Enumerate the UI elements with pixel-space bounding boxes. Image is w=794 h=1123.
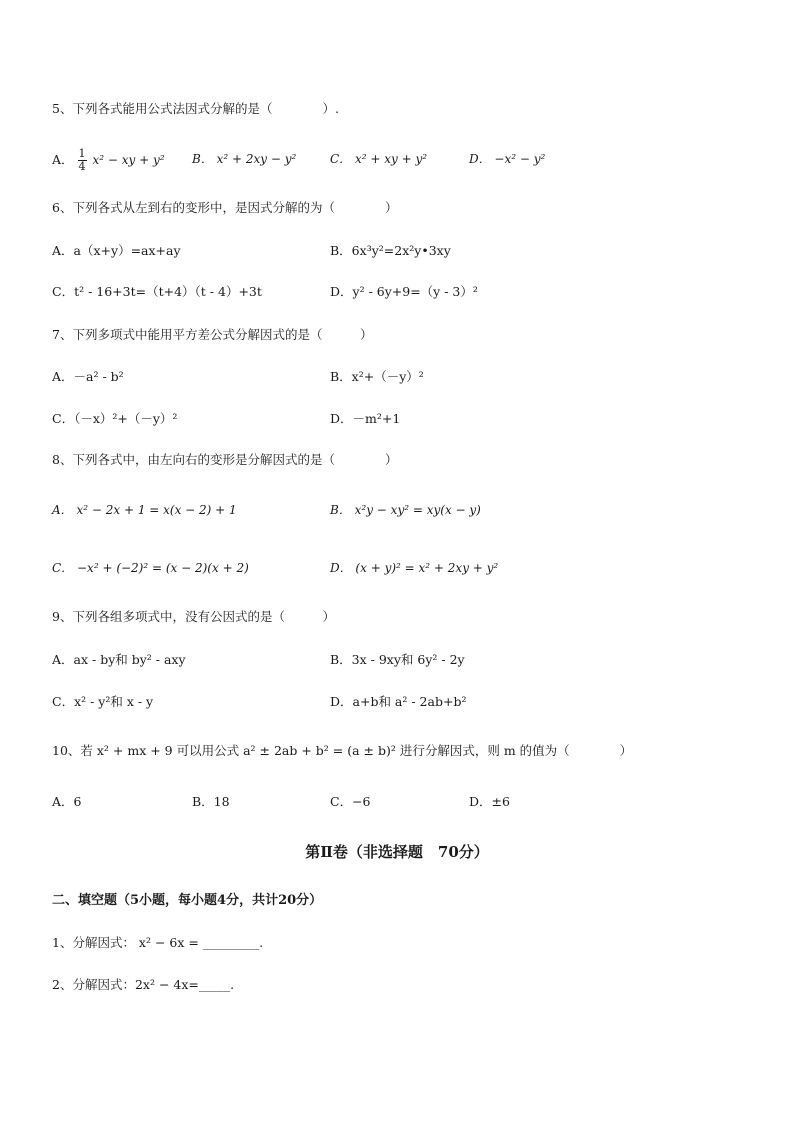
fraction — [78, 148, 87, 173]
q10-option-b: B．18 — [192, 794, 230, 809]
q10-stem: 10、若 x² + mx + 9 可以用公式 a² ± 2ab + b² = (a ± b)² 进行分解因式，则 m 的值为（ ） — [52, 743, 633, 758]
q8-stem: 8、下列各式中，由左向右的变形是分解因式的是（ ） — [52, 452, 398, 467]
fraction-numerator: 1 — [78, 147, 86, 160]
q8-option-b: B． x²y − xy² = xy(x − y) — [330, 503, 481, 517]
q8-option-a: A． x² − 2x + 1 = x(x − 2) + 1 — [52, 503, 237, 517]
q10-option-d: D．±6 — [469, 794, 510, 809]
q9-stem: 9、下列各组多项式中，没有公因式的是（ ） — [52, 609, 335, 624]
q7-option-b: B．x²+（－y）² — [330, 369, 424, 384]
q6-option-c: C．t² - 16+3t=（t+4）（t - 4）+3t — [52, 284, 262, 299]
q6-option-a: A．a（x+y）=ax+ay — [52, 243, 181, 258]
fill-question-1: 1、分解因式： x² − 6x = _________. — [52, 935, 264, 950]
q5-option-a-label: A． — [52, 152, 74, 167]
q7-stem: 7、下列多项式中能用平方差公式分解因式的是（ ） — [52, 327, 373, 342]
q5-option-d: D． −x² − y² — [469, 152, 546, 166]
q5-option-a-expr: x² − xy + y² — [92, 153, 165, 167]
section-title: 第Ⅱ卷（非选择题 70分） — [305, 843, 489, 861]
section-subhead: 二、填空题（5小题，每小题4分，共计20分） — [52, 893, 323, 908]
q9-option-c: C．x² - y²和 x - y — [52, 694, 154, 709]
q9-option-a: A．ax - by和 by² - axy — [52, 652, 186, 667]
q7-option-d: D．－m²+1 — [330, 411, 401, 426]
fill-question-2: 2、分解因式：2x² − 4x=_____. — [52, 977, 235, 992]
q10-option-a: A．6 — [52, 794, 82, 809]
q7-option-c: C．（－x）²+（－y）² — [52, 411, 178, 426]
q5-option-a — [52, 148, 165, 173]
q5-option-c: C． x² + xy + y² — [330, 152, 428, 166]
q9-option-d: D．a+b和 a² - 2ab+b² — [330, 694, 467, 709]
q9-option-b: B．3x - 9xy和 6y² - 2y — [330, 652, 465, 667]
q7-option-a: A．－a² - b² — [52, 369, 124, 384]
fraction-denominator: 4 — [78, 160, 86, 173]
q5-option-b: B． x² + 2xy − y² — [192, 152, 297, 166]
q5-stem: 5、下列各式能用公式法因式分解的是（ ）. — [52, 101, 339, 116]
q8-option-d: D． (x + y)² = x² + 2xy + y² — [330, 561, 499, 575]
q6-option-d: D．y² - 6y+9=（y - 3）² — [330, 284, 478, 299]
q6-option-b: B．6x³y²=2x²y•3xy — [330, 243, 451, 258]
q6-stem: 6、下列各式从左到右的变形中，是因式分解的为（ ） — [52, 200, 398, 215]
q8-option-c: C． −x² + (−2)² = (x − 2)(x + 2) — [52, 561, 249, 575]
q10-option-c: C．−6 — [330, 794, 371, 809]
